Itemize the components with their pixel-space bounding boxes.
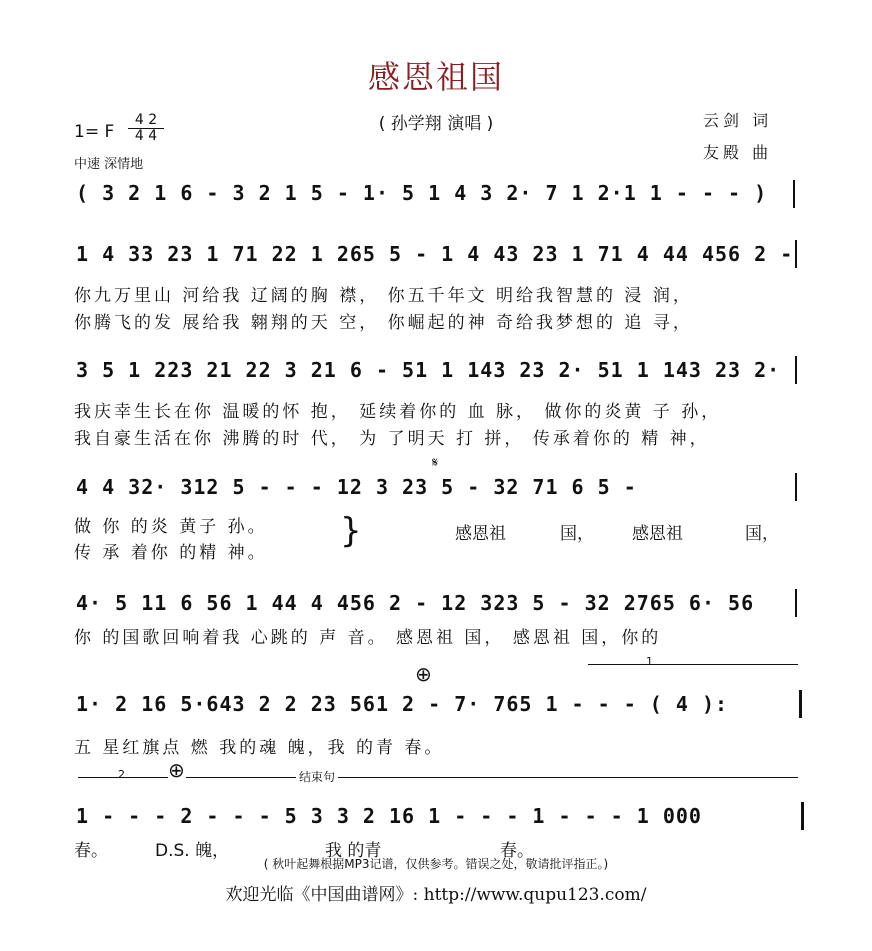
lyricist-credit: 云剑 词 <box>703 111 773 130</box>
coda-sign-2: ⊕ <box>168 758 185 782</box>
line2-notes: 3 5 1 223 21 22 3 21 6 - 51 1 143 23 2· 51 1 143 23 2· <box>76 358 781 382</box>
key-signature: 1= F <box>74 122 115 142</box>
line3-notes: 4 4 32· 312 5 - - - 12 3 23 5 - 32 71 6 5 - <box>76 475 637 499</box>
tempo-marking: 中速 深情地 <box>74 157 144 172</box>
volta2-number: 2 <box>118 768 125 781</box>
composer-credit: 友殿 曲 <box>703 143 773 162</box>
line3-chorus-3: 感恩祖 <box>632 524 683 544</box>
line3-chorus-1: 感恩祖 <box>455 524 506 544</box>
intro-notes: ( 3 2 1 6 - 3 2 1 5 - 1· 5 1 4 3 2· 7 1 2·1 1 - - - ) <box>76 181 768 205</box>
line4-barline <box>795 589 797 617</box>
line1-lyric-verse1: 你九万里山 河给我 辽阔的胸 襟， 你五千年文 明给我智慧的 浸 润， <box>74 286 693 306</box>
verse-brace: } <box>340 511 362 551</box>
line3-lyric-verse2: 传 承 着你 的精 神。 <box>74 543 268 563</box>
line3-chorus-2: 国， <box>560 524 594 544</box>
line3-chorus-4: 国， <box>745 524 779 544</box>
segno-sign: 𝄋 <box>432 455 439 471</box>
line1-notes: 1 4 33 23 1 71 22 1 265 5 - 1 4 43 23 1 71 4 44 456 2 - <box>76 242 794 266</box>
volta1-number: 1 <box>646 655 653 668</box>
ending-label: 结束句 <box>296 768 338 785</box>
coda-sign-1: ⊕ <box>415 662 432 686</box>
line2-barline <box>795 356 797 384</box>
volta1-bracket <box>588 664 798 665</box>
meter-top: 4 2 <box>134 112 158 128</box>
line5-repeat-barline <box>799 690 802 718</box>
line5-notes: 1· 2 16 5·643 2 2 23 561 2 - 7· 765 1 - - - ( 4 ): <box>76 692 729 716</box>
time-signature <box>128 113 164 144</box>
line5-lyric: 五 星红旗点 燃 我的魂 魄，我 的青 春。 <box>74 738 445 758</box>
line4-lyric: 你 的国歌回响着我 心跳的 声 音。 感恩祖 国， 感恩祖 国，你的 <box>74 628 662 648</box>
line3-lyric-verse1: 做 你 的炎 黄子 孙。 <box>74 517 268 537</box>
line6-lyric-3: 我 的青 <box>325 841 382 861</box>
line1-lyric-verse2: 你腾飞的发 展给我 翱翔的天 空， 你崛起的神 奇给我梦想的 追 寻， <box>74 313 693 333</box>
final-barline <box>801 802 804 830</box>
ending-bracket <box>186 777 798 778</box>
singer-credit: ( 孙学翔 演唱 ) <box>378 114 494 134</box>
intro-end-barline <box>793 180 795 208</box>
line6-notes: 1 - - - 2 - - - 5 3 3 2 16 1 - - - 1 - - - 1 000 <box>76 804 702 828</box>
line3-barline <box>795 473 797 501</box>
line6-lyric-1: 春。 <box>74 841 108 861</box>
meter-bottom: 4 4 <box>134 128 158 144</box>
line4-notes: 4· 5 11 6 56 1 44 4 456 2 - 12 323 5 - 32 2765 6· 56 <box>76 591 755 615</box>
song-title: 感恩祖国 <box>367 58 504 96</box>
line6-lyric-4: 春。 <box>500 841 534 861</box>
line6-lyric-2: D.S. 魄， <box>155 841 230 861</box>
line1-barline <box>795 240 797 268</box>
line2-lyric-verse1: 我庆幸生长在你 温暖的怀 抱， 延续着你的 血 脉， 做你的炎黄 子 孙， <box>74 402 722 422</box>
website-banner: 欢迎光临《中国曲谱网》: http://www.qupu123.com/ <box>225 885 647 905</box>
line2-lyric-verse2: 我自豪生活在你 沸腾的时 代， 为 了明天 打 拼， 传承着你的 精 神， <box>74 429 710 449</box>
transcription-note: ( 秋叶起舞根据MP3记谱，仅供参考。错误之处，敬请批评指正。) <box>263 857 609 871</box>
